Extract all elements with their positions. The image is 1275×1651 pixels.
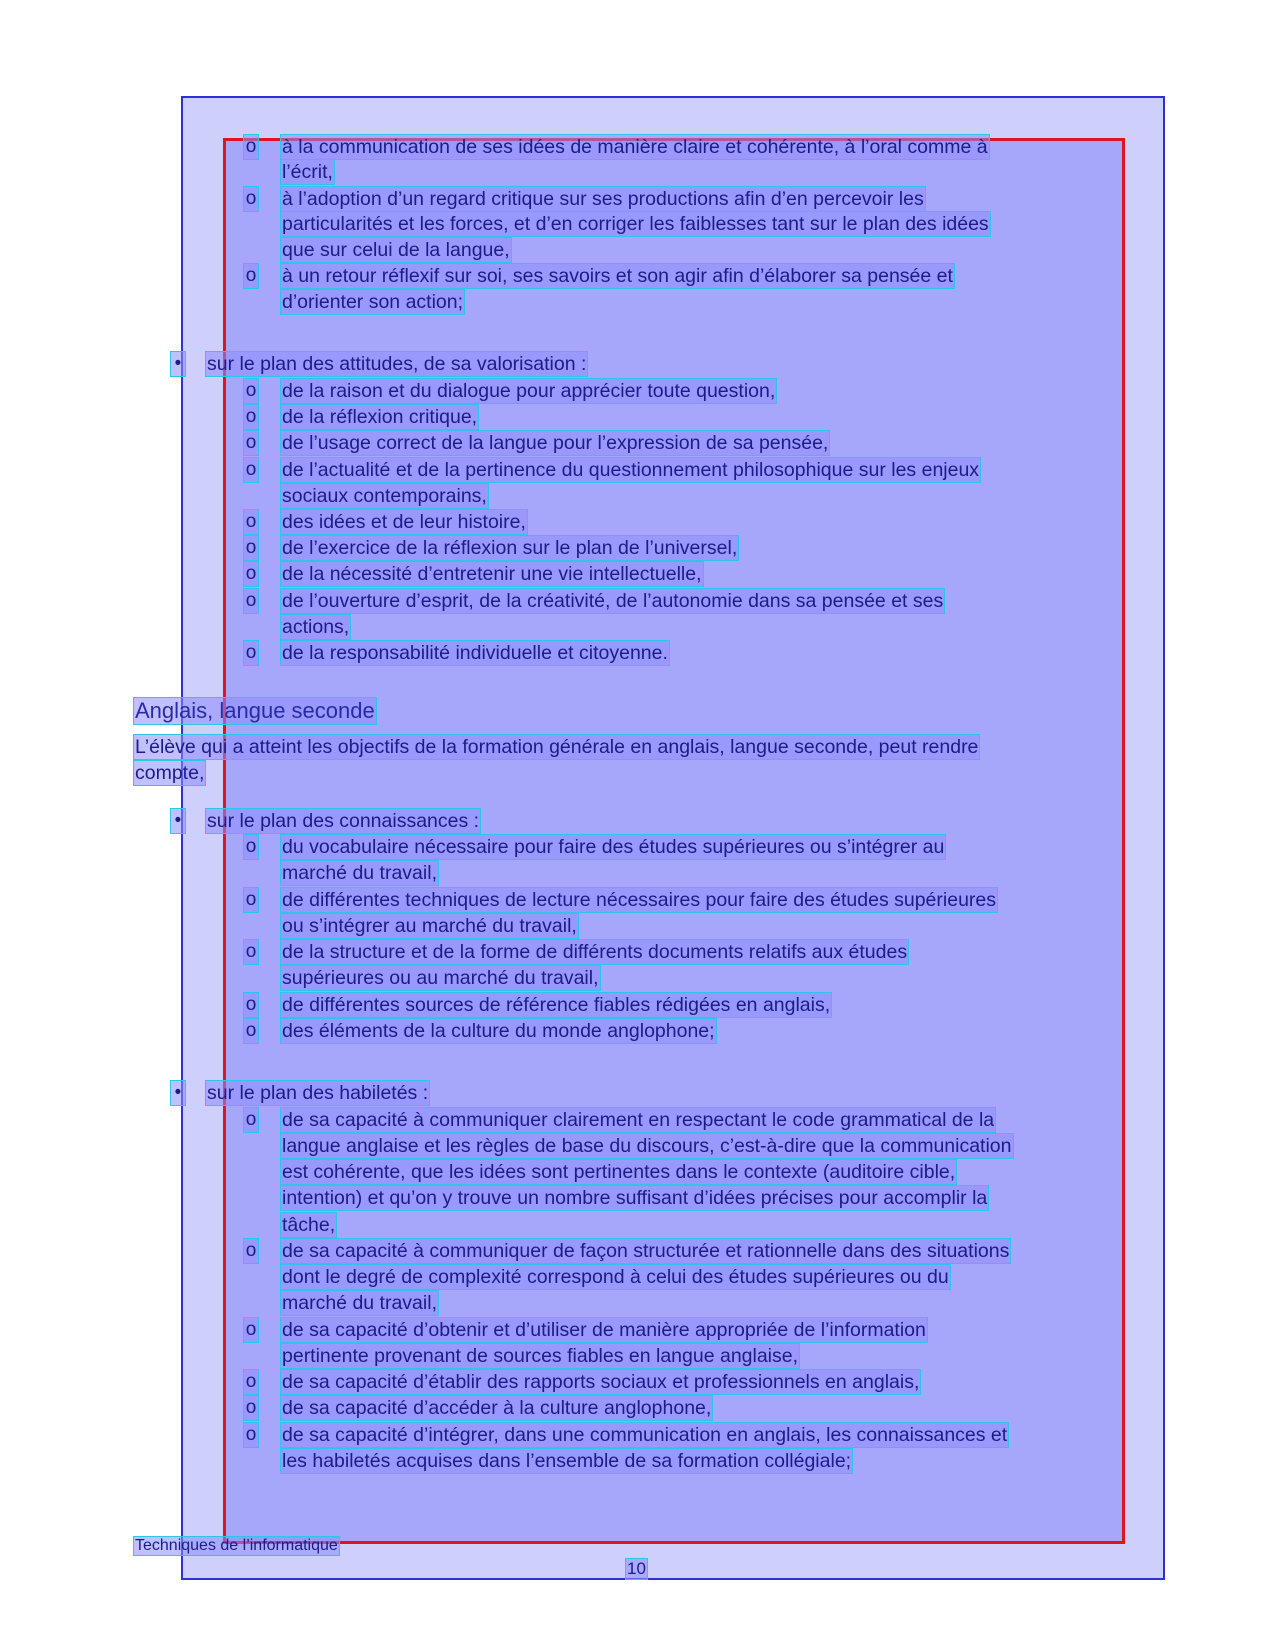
list-item-line: de l’actualité et de la pertinence du questionnement philosophique sur les enjeux: [282, 459, 980, 481]
page-number: 10: [627, 1559, 646, 1578]
sub-bullet-marker: o: [245, 265, 257, 286]
list-item-line: intention) et qu’on y trouve un nombre suffisant d’idées précises pour accomplir la: [282, 1187, 988, 1209]
sub-bullet-marker: o: [245, 459, 257, 480]
list-item-line: langue anglaise et les règles de base du discours, c’est-à-dire que la communication: [282, 1135, 1012, 1157]
sub-bullet-marker: o: [245, 994, 257, 1015]
sub-bullet-marker: o: [245, 642, 257, 663]
list-item-line: de sa capacité d’accéder à la culture anglophone,: [282, 1397, 712, 1419]
list-item-line: de l’usage correct de la langue pour l’expression de sa pensée,: [282, 432, 829, 454]
list-header-attitudes: sur le plan des attitudes, de sa valorisation :: [207, 353, 587, 375]
sub-bullet-marker: o: [245, 1371, 257, 1392]
list-item-line: des éléments de la culture du monde anglophone;: [282, 1020, 715, 1042]
list-item-line: de la réflexion critique,: [282, 406, 478, 428]
list-item-line: à la communication de ses idées de manière claire et cohérente, à l’oral comme à: [282, 136, 988, 158]
section-title: Anglais, langue seconde: [135, 698, 375, 723]
list-header-habiletes: sur le plan des habiletés :: [207, 1082, 429, 1104]
list-item-line: de sa capacité d’établir des rapports sociaux et professionnels en anglais,: [282, 1371, 920, 1393]
list-item-line: de sa capacité d’intégrer, dans une communication en anglais, les connaissances et: [282, 1424, 1008, 1446]
sub-bullet-marker: o: [245, 537, 257, 558]
bullet-marker: •: [171, 352, 185, 376]
bullet-marker: •: [171, 809, 185, 833]
sub-bullet-marker: o: [245, 1109, 257, 1130]
list-item-line: de sa capacité d’obtenir et d’utiliser de manière appropriée de l’information: [282, 1319, 926, 1341]
list-item-line: de la nécessité d’entretenir une vie intellectuelle,: [282, 563, 702, 585]
sub-bullet-marker: o: [245, 432, 257, 453]
list-item-line: actions,: [282, 616, 350, 638]
sub-bullet-marker: o: [245, 889, 257, 910]
list-item-line: les habiletés acquises dans l’ensemble de sa formation collégiale;: [282, 1450, 852, 1472]
bullet-marker: •: [171, 1081, 185, 1105]
list-item-line: de différentes techniques de lecture nécessaires pour faire des études supérieures: [282, 889, 996, 911]
list-item-line: que sur celui de la langue,: [282, 239, 510, 261]
list-header-connaissances: sur le plan des connaissances :: [207, 810, 480, 832]
list-item-line: de la structure et de la forme de différents documents relatifs aux études: [282, 941, 908, 963]
list-item-line: l’écrit,: [282, 161, 333, 183]
sub-bullet-marker: o: [245, 836, 257, 857]
list-item-line: marché du travail,: [282, 862, 437, 884]
sub-bullet-marker: o: [245, 1424, 257, 1445]
list-item-line: de sa capacité à communiquer de façon structurée et rationnelle dans des situations: [282, 1240, 1010, 1262]
list-item-line: supérieures ou au marché du travail,: [282, 967, 599, 989]
sub-bullet-marker: o: [245, 1319, 257, 1340]
page-footer: Techniques de l’informatique: [135, 1537, 338, 1554]
sub-bullet-marker: o: [245, 136, 257, 157]
sub-bullet-marker: o: [245, 511, 257, 532]
sub-bullet-marker: o: [245, 188, 257, 209]
sub-bullet-marker: o: [245, 941, 257, 962]
list-item-line: du vocabulaire nécessaire pour faire des études supérieures ou s’intégrer au: [282, 836, 945, 858]
sub-bullet-marker: o: [245, 406, 257, 427]
list-item-line: de différentes sources de référence fiables rédigées en anglais,: [282, 994, 831, 1016]
list-item-line: pertinente provenant de sources fiables en langue anglaise,: [282, 1345, 799, 1367]
intro-paragraph-line: L’élève qui a atteint les objectifs de la formation générale en anglais, langue seconde, peut rendre: [135, 736, 979, 758]
sub-bullet-marker: o: [245, 563, 257, 584]
list-item-line: de l’ouverture d’esprit, de la créativité, de l’autonomie dans sa pensée et ses: [282, 590, 944, 612]
list-item-line: dont le degré de complexité correspond à celui des études supérieures ou du: [282, 1266, 949, 1288]
list-item-line: à l’adoption d’un regard critique sur ses productions afin d’en percevoir les: [282, 188, 924, 210]
list-item-line: des idées et de leur histoire,: [282, 511, 526, 533]
sub-bullet-marker: o: [245, 1397, 257, 1418]
sub-bullet-marker: o: [245, 590, 257, 611]
list-item-line: d’orienter son action;: [282, 291, 464, 313]
list-item-line: sociaux contemporains,: [282, 485, 487, 507]
list-item-line: tâche,: [282, 1214, 336, 1236]
list-item-line: de la raison et du dialogue pour apprécier toute question,: [282, 380, 776, 402]
list-item-line: de sa capacité à communiquer clairement en respectant le code grammatical de la: [282, 1109, 995, 1131]
sub-bullet-marker: o: [245, 1240, 257, 1261]
list-item-line: ou s’intégrer au marché du travail,: [282, 915, 577, 937]
sub-bullet-marker: o: [245, 380, 257, 401]
list-item-line: de l’exercice de la réflexion sur le plan de l’universel,: [282, 537, 738, 559]
sub-bullet-marker: o: [245, 1020, 257, 1041]
list-item-line: de la responsabilité individuelle et citoyenne.: [282, 642, 668, 664]
list-item-line: à un retour réflexif sur soi, ses savoirs et son agir afin d’élaborer sa pensée et: [282, 265, 953, 287]
list-item-line: particularités et les forces, et d’en corriger les faiblesses tant sur le plan des idées: [282, 213, 989, 235]
list-item-line: marché du travail,: [282, 1292, 437, 1314]
list-item-line: est cohérente, que les idées sont pertinentes dans le contexte (auditoire cible,: [282, 1161, 956, 1183]
intro-paragraph-line: compte,: [135, 762, 205, 784]
